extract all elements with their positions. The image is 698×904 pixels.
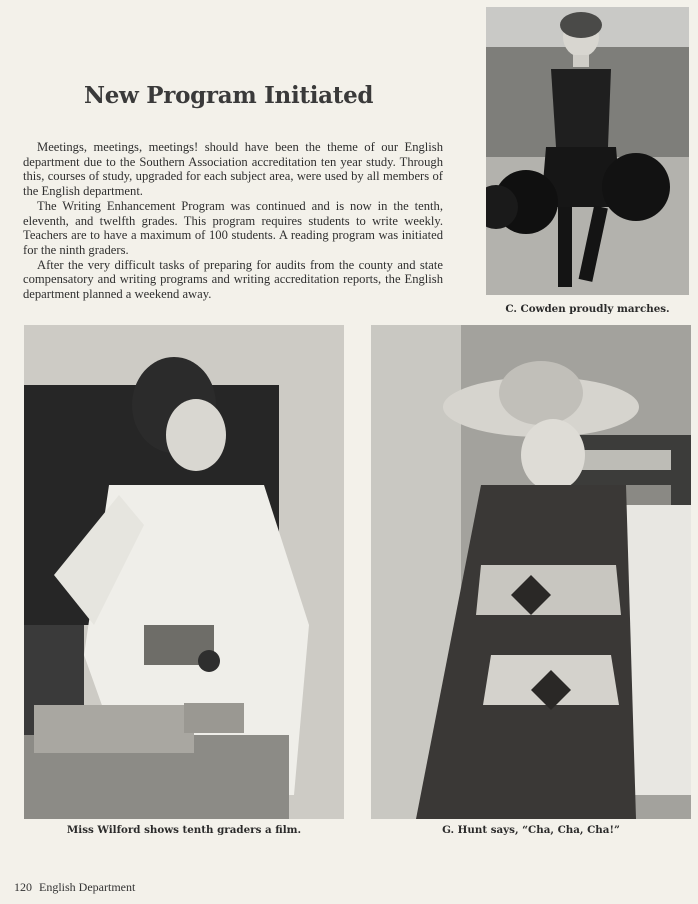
photo-wilford-projector [24, 325, 344, 819]
article-body [23, 140, 443, 302]
article-paragraph: The Writing Enhancement Program was continued and is now in the tenth, eleventh, and twelfth grades. This program requires students to write weekly. Teachers are to have a maximum of 100 students. A reading program was initiated for the ninth graders. [23, 198, 443, 257]
page-number: 120 [14, 880, 32, 894]
caption-hunt: G. Hunt says, “Cha, Cha, Cha!” [442, 824, 620, 836]
caption-wilford: Miss Wilford shows tenth graders a film. [66, 824, 302, 836]
photo-hunt-sombrero [371, 325, 691, 819]
section-name: English Department [39, 880, 136, 894]
article-paragraph: Meetings, meetings, meetings! should have been the theme of our English department due to the Southern Association accreditation ten year study. Through this, courses of study, upgraded for each subject area, were used by all members of the English department. [23, 140, 443, 199]
article-title: New Program Initiated [84, 82, 374, 109]
page-footer [14, 880, 142, 895]
caption-cowden: C. Cowden proudly marches. [505, 303, 670, 315]
article-paragraph: After the very difficult tasks of preparing for audits from the county and state compensatory and writing programs and writing accreditation reports, the English department planned a weekend away. [23, 257, 443, 302]
photo-cowden-marching [486, 7, 689, 295]
